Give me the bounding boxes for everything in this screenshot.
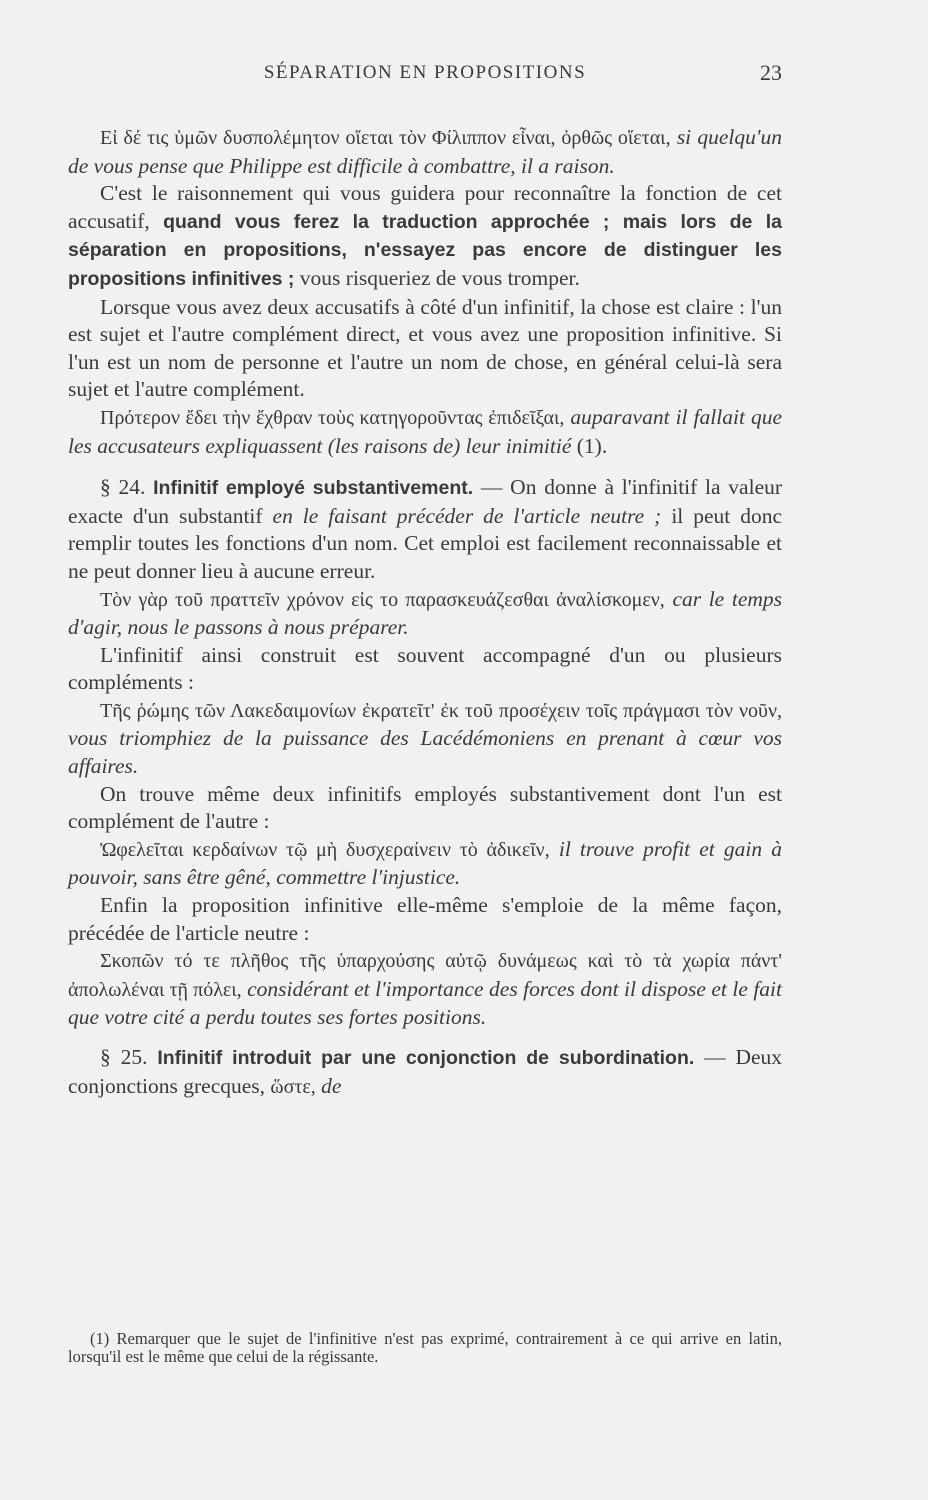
body-paragraph: On trouve même deux infinitifs employés substantivement dont l'un est complément de l'autre :	[68, 781, 782, 834]
section-24	[68, 474, 782, 585]
greek-text: Τῆς ῥώμης τῶν Λακεδαιμονίων ἐκρατεῖτ' ἐκ τοῦ προσέχειν τοῖς πράγμασι τὸν νοῦν,	[100, 699, 782, 722]
greek-text: Τὸν γὰρ τοῦ πραττεῖν χρόνον εἰς το παρασκευάζεσθαι ἀναλίσκομεν,	[100, 588, 665, 611]
footnote	[68, 1330, 782, 1366]
body-paragraph: Lorsque vous avez deux accusatifs à côté d'un infinitif, la chose est claire : l'un est sujet et l'autre complément direct, et vous avez une proposition infinitive. Si l'un est un nom de personne et l'autre un nom de chose, en général celui-là sera sujet et l'autre complément.	[68, 294, 782, 402]
greek-text: ὥστε,	[270, 1075, 316, 1098]
example-paragraph	[68, 586, 782, 642]
page-number: 23	[760, 60, 782, 85]
greek-text: Ὠφελεῖται κερδαίνων τῷ μὴ δυσχεραίνειν τὸ ἀδικεῖν,	[100, 838, 550, 861]
dash: —	[704, 1045, 726, 1069]
section-number: § 25.	[100, 1045, 148, 1069]
french-translation: il trouve profit et gain à pouvoir, sans être gêné, commettre l'injustice.	[68, 836, 782, 890]
example-paragraph	[68, 947, 782, 1032]
footnote-text: (1) Remarquer que le sujet de l'infinitive n'est pas exprimé, contrairement à ce qui arrive en latin, lorsqu'il est le même que celui de la régissante.	[68, 1329, 782, 1366]
example-paragraph	[68, 697, 782, 781]
greek-text: Πρότερον ἔδει τὴν ἔχθραν τοὺς κατηγοροῦντας ἐπιδεῖξαι,	[100, 406, 565, 429]
text-run: C'est le raisonnement qui vous guidera pour reconnaître la fonction de cet accusatif,	[68, 181, 782, 233]
text-run: On donne à l'infinitif la valeur exacte d'un substantif	[68, 475, 783, 528]
text-run: vous risqueriez de vous tromper.	[299, 265, 580, 290]
french-translation: car le temps d'agir, nous le passons à nous préparer.	[68, 586, 783, 640]
italic-text: en le faisant précéder de l'article neutre ;	[272, 503, 662, 528]
body-paragraph: L'infinitif ainsi construit est souvent accompagné d'un ou plusieurs compléments :	[68, 642, 782, 695]
french-translation: vous triomphiez de la puissance des Lacédémoniens en prenant à cœur vos affaires.	[68, 726, 782, 779]
page-header	[68, 62, 782, 92]
text-run: il peut donc remplir toutes les fonctions d'un nom. Cet emploi est facilement reconnaissable et ne peut donner lieu à aucune erreur.	[68, 503, 783, 583]
section-title: Infinitif introduit par une conjonction de subordination.	[157, 1047, 695, 1069]
french-translation: auparavant il fallait que les accusateurs expliquassent (les raisons de) leur inimitié	[68, 404, 782, 458]
greek-text: Σκοπῶν τό τε πλῆθος τῆς ὑπαρχούσης αὐτῷ δυνάμεως καὶ τὸ τὰ χωρία πάντ' ἀπολωλέναι τῇ πόλει,	[68, 950, 782, 1001]
section-number: § 24.	[100, 475, 146, 500]
page-body	[68, 124, 782, 1101]
french-translation: considérant et l'importance des forces dont il dispose et le fait que votre cité a perdu toutes ses fortes positions.	[68, 976, 783, 1030]
running-title: SÉPARATION EN PROPOSITIONS	[263, 62, 587, 83]
greek-text: Εἰ δέ τις ὑμῶν δυσπολέμητον οἴεται τὸν Φίλιππον εἶναι, ὀρθῶς οἴεται,	[100, 127, 671, 149]
example-paragraph	[68, 404, 782, 460]
body-paragraph	[68, 180, 782, 293]
example-paragraph	[68, 124, 782, 180]
dash: —	[480, 475, 503, 500]
section-title: Infinitif employé substantivement.	[153, 477, 474, 500]
italic-text: de	[321, 1073, 342, 1098]
text-run: Deux conjonctions grecques,	[68, 1045, 783, 1098]
bold-text: quand vous ferez la traduction approchée ; mais lors de la séparation en propositions, n'essayez pas encore de distinguer les propositions infinitives ;	[68, 210, 782, 290]
footnote-reference: (1).	[576, 433, 608, 458]
french-translation: si quelqu'un de vous pense que Philippe est difficile à combattre, il a raison.	[68, 125, 783, 178]
section-25	[68, 1044, 782, 1101]
example-paragraph	[68, 836, 782, 892]
body-paragraph: Enfin la proposition infinitive elle-même s'emploie de la même façon, précédée de l'article neutre :	[68, 893, 782, 945]
